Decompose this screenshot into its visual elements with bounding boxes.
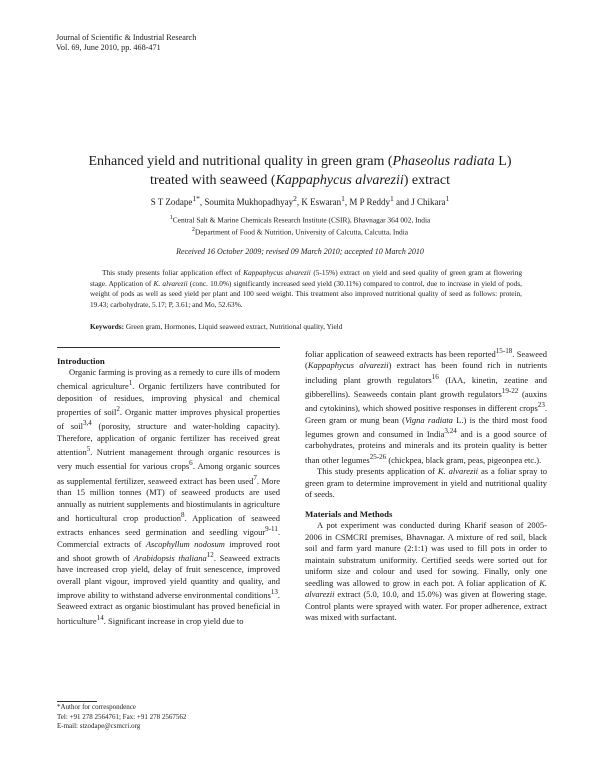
footnote-phone: Tel: +91 278 2564761; Fax: +91 278 2567562 xyxy=(57,712,187,721)
introduction-paragraph: Organic farming is proving as a remedy to cure ills of modern chemical agriculture$^1$. Organic fertilizers have contributed for deposition of residues, improving physical and chemical properties of soil$^2$. Organic matter improves physical properties of soil$^{3,4}$ (porosity, structure and water-holding capacity). Therefore, application of organic fertilizer has received great attention$^5$. Nutrient management through organic resources is very much essential for various crops$^6$. Among organic sources as supplemental fertilizer, seaweed extract has been used$^7$. More than 15 million tonnes (MT) of seaweed products are used annually as nutrient supplements and biostimulants in agriculture and horticultural crop production$^8$. Application of seaweed extracts enhances seed germination and seedling vigour$^{9-11}$. Commercial extracts of Ascophyllum nodosum improved root and shoot growth of Arabidopsis thaliana$^{12}$. Seaweed extracts have increased crop yield, delay of fruit senescence, improved overall plant vigour, improved yield quantity and quality, and improve ability to withstand adverse environmental conditions$^{13}$. Seaweed extract as organic biostimulant has proved beneficial in horticulture$^{14}$. Significant increase in crop yield due to xyxy=(57,367,281,626)
footnote-email: E-mail: stzodape@csmcri.org xyxy=(57,722,141,730)
paper-title: Enhanced yield and nutritional quality in green gram (Phaseolus radiata L) treated with seaweed (Kappaphycus alvarezii) extract xyxy=(88,154,512,188)
section-divider xyxy=(57,347,280,348)
abstract: This study presents foliar application effect of Kappaphycus alvarezii (5-15%) extract on yield and seed quality of green gram at flowering stage. Application of K. alvarezii (conc. 10.0%) significantly increased seed yield (30.11%) compared to control, due to increase in yield of pods, weight of pods as well as seed yield per plant and 100 seed weight. This treatment also improved nutritional quality of seed as follows: protein, 19.43; carbohydrate, 5.17; P, 3.61; and Mo, 52.63%. xyxy=(90,268,522,309)
materials-methods-paragraph: A pot experiment was conducted during Kharif season of 2005-2006 in CSMCRI premises, Bhavnagar. A mixture of red soil, black soil and farm yard manure (2:1:1) was used to fill pots in order to maintain substratum uniformity. Certified seeds were sorted out for uniform size and colour and used for sowing. Finally, only one seedling was allowed to grow in each pot. A foliar application of K. alvarezii extract (5.0, 10.0, and 15.0%) was given at flowering stage. Control plants were sprayed with water. For proper adherence, extract was mixed with surfactant. xyxy=(305,520,547,623)
affiliations xyxy=(40,213,560,238)
materials-methods-heading: Materials and Methods xyxy=(305,509,393,520)
affiliation-1: $^1$Central Salt & Marine Chemicals Research Institute (CSIR), Bhavnagar 364 002, India xyxy=(169,215,431,225)
right-column xyxy=(305,346,547,623)
footnote xyxy=(57,703,186,732)
footnote-correspondence: *Author for correspondence xyxy=(57,703,136,711)
introduction-continued: foliar application of seaweed extracts has been reported$^{15-18}$. Seaweed (Kappaphycus alvarezii) extract has been found rich in nutrients including plant growth regulators$^{16}$ (IAA, kinetin, zeatine and gibberellins). Seaweeds contain plant growth regulators$^{19-22}$ (auxins and cytokinins), which showed positive responses in different crops$^{23}$. Green gram or mung bean (Vigna radiata L.) is the third most food legumes grown and consumed in India$^{3,24}$ and is a good source of carbohydrates, proteins and minerals and its protein quality is better than other legumes$^{25-26}$ (chickpea, black gram, peas, pigeonpea etc.). xyxy=(305,347,548,465)
footnote-divider xyxy=(57,701,97,702)
author-list: S T Zodape$^{1*}$, Soumita Mukhopadhyay$^2$, K Eswaran$^1$, M P Reddy$^1$ and J Chikara$^1$ xyxy=(150,194,450,207)
left-column xyxy=(57,355,280,627)
journal-issue: Vol. 69, June 2010, pp. 468-471 xyxy=(56,43,161,52)
received-dates: Received 16 October 2009; revised 09 March 2010; accepted 10 March 2010 xyxy=(176,247,424,256)
keywords: Keywords: Green gram, Hormones, Liquid seaweed extract, Nutritional quality, Yield xyxy=(90,322,343,331)
affiliation-2: $^2$Department of Food & Nutrition, University of Calcutta, Calcutta, India xyxy=(191,227,409,237)
study-aim-paragraph: This study presents application of K. alvarezii as a foliar spray to green gram to determine improvement in yield and nutritional quality of seeds. xyxy=(305,466,547,499)
journal-name: Journal of Scientific & Industrial Research xyxy=(56,33,197,42)
introduction-heading: Introduction xyxy=(57,356,105,366)
journal-header xyxy=(56,33,196,53)
